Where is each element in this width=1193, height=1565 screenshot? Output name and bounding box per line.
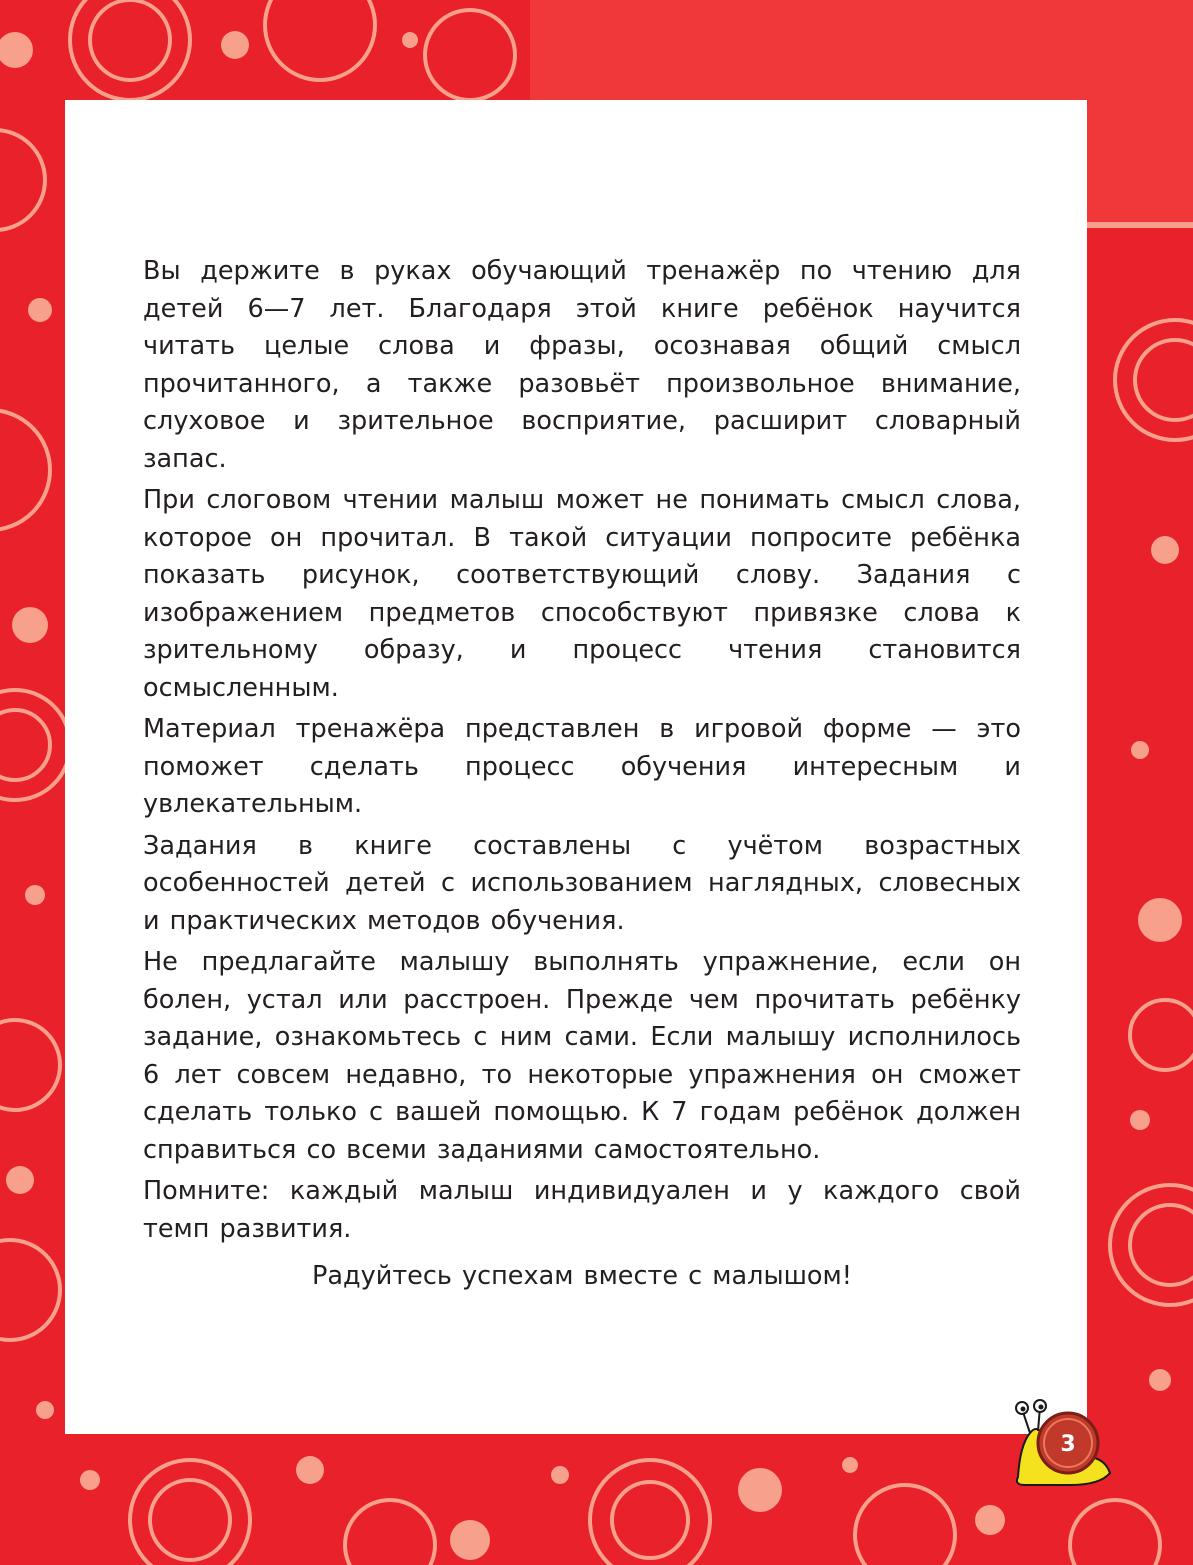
paragraph: Вы держите в руках обучающий тренажёр по чтению для детей 6—7 лет. Благодаря этой книге ребёнок научится читать целые слова и фразы, осознавая общий смысл прочитанного, а также разовьёт произвольное внимание, слуховое и зрительное восприятие, расширит словарный запас. (143, 256, 1021, 474)
paragraph: Помните: каждый малыш индивидуален и у каждого свой темп развития. (143, 1176, 1021, 1244)
page-number: 3 (1060, 1432, 1076, 1457)
paragraph: Не предлагайте малышу выполнять упражнение, если он болен, устал или расстроен. Прежде чем прочитать ребёнку задание, ознакомьтесь с ним сами. Если малышу исполнилось 6 лет совсем недавно, то некоторые упражнения он сможет сделать только с вашей помощью. К 7 годам ребёнок должен справиться со всеми заданиями самостоятельно. (143, 947, 1021, 1165)
intro-text (143, 253, 1021, 1300)
closing-line: Радуйтесь успехам вместе с малышом! (312, 1261, 852, 1291)
paragraph: Задания в книге составлены с учётом возрастных особенностей детей с использованием наглядных, словесных и практических методов обучения. (143, 830, 1021, 936)
paragraph: Материал тренажёра представлен в игровой форме — это поможет сделать процесс обучения интересным и увлекательным. (143, 714, 1021, 819)
page-title: ВВЕДЕНИЕ (640, 117, 1033, 187)
paragraph: При слоговом чтении малыш может не понимать смысл слова, которое он прочитал. В такой ситуации попросите ребёнка показать рисунок, соответствующий слову. Задания с изображением предметов способствуют привязке слова к зрительному образу, и процесс чтения становится осмысленным. (143, 485, 1021, 703)
